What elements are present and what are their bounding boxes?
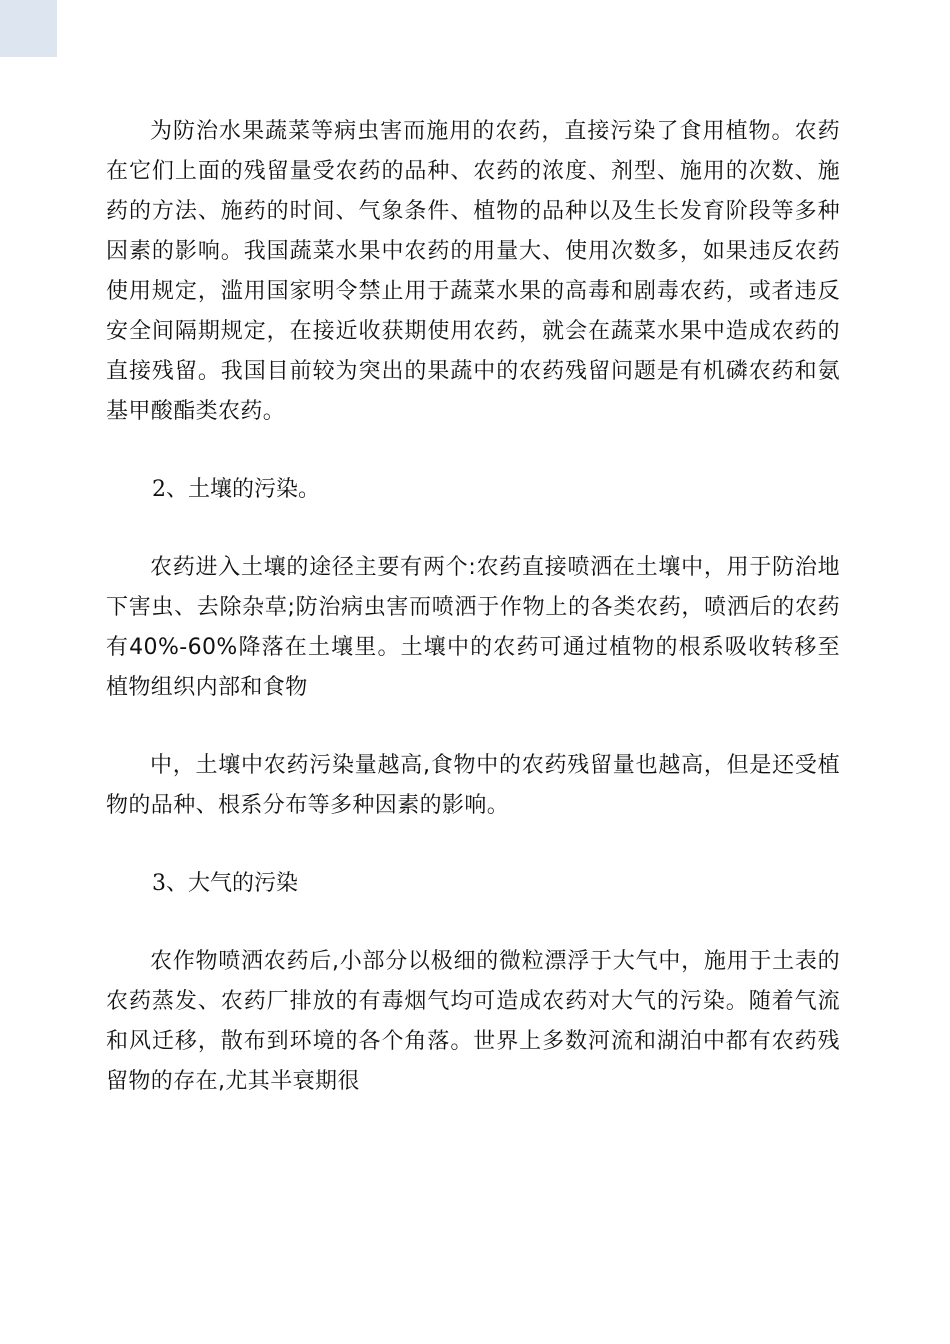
document-page (106, 112, 840, 1102)
paragraph-pesticide-residue-fruits: 为防治水果蔬菜等病虫害而施用的农药，直接污染了食用植物。农药在它们上面的残留量受农药的品种、农药的浓度、剂型、施用的次数、施药的方法、施药的时间、气象条件、植物的品种以及生长发育阶段等多种因素的影响。我国蔬菜水果中农药的用量大、使用次数多，如果违反农药使用规定，滥用国家明令禁止用于蔬菜水果的高毒和剧毒农药，或者违反安全间隔期规定，在接近收获期使用农药，就会在蔬菜水果中造成农药的直接残留。我国目前较为突出的果蔬中的农药残留问题是有机磷农药和氨基甲酸酯类农药。 (106, 119, 840, 424)
section-title: 、大气的污染 (166, 871, 299, 896)
section-number: 2 (152, 477, 166, 502)
paragraph-soil-pollution-continued: 中，土壤中农药污染量越高,食物中的农药残留量也越高，但是还受植物的品种、根系分布等多种因素的影响。 (106, 753, 840, 818)
paragraph-air-pollution: 农作物喷洒农药后,小部分以极细的微粒漂浮于大气中，施用于土表的农药蒸发、农药厂排放的有毒烟气均可造成农药对大气的污染。随着气流和风迁移，散布到环境的各个角落。世界上多数河流和湖泊中都有农药残留物的存在,尤其半衰期很 (106, 949, 840, 1094)
section-number: 3 (152, 871, 166, 896)
spacer (106, 904, 840, 942)
spacer (106, 708, 840, 746)
section-title: 、土壤的污染。 (166, 477, 321, 502)
spacer (106, 826, 840, 864)
spacer (106, 432, 840, 470)
corner-tab (0, 0, 57, 57)
spacer (106, 510, 840, 548)
paragraph-soil-pollution: 农药进入土壤的途径主要有两个:农药直接喷洒在土壤中，用于防治地下害虫、去除杂草;防治病虫害而喷洒于作物上的各类农药，喷洒后的农药有40%-60%降落在土壤里。土壤中的农药可通过植物的根系吸收转移至植物组织内部和食物 (106, 555, 840, 700)
section-heading-soil (106, 470, 840, 510)
section-heading-air (106, 864, 840, 904)
